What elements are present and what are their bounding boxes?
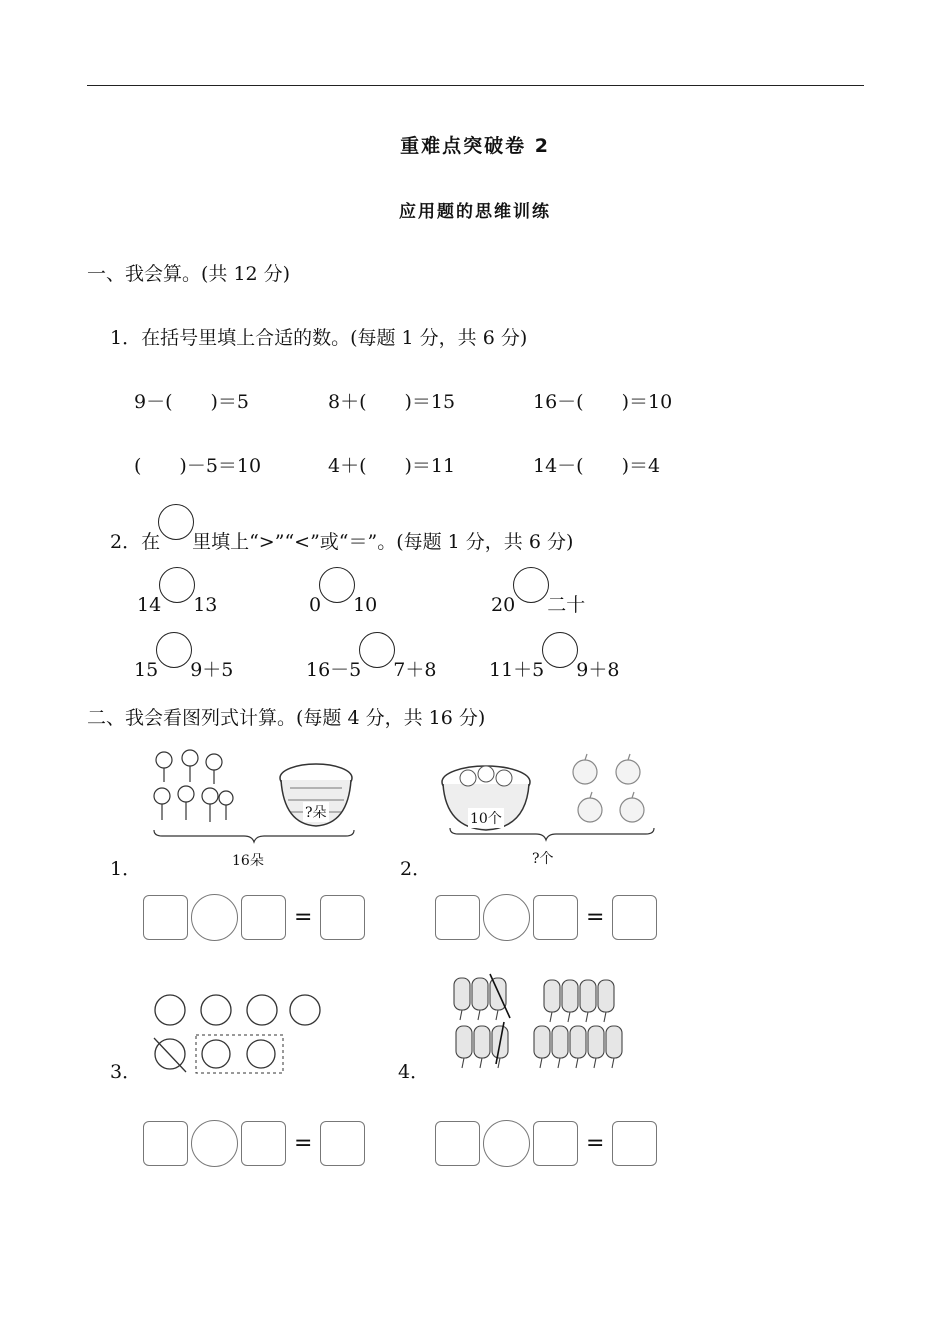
q2-prompt: 2．在 里填上“>”“<”或“＝”。(每题 1 分，共 6 分)	[110, 516, 573, 554]
equals-sign: =	[294, 905, 313, 930]
compare-circle[interactable]	[359, 632, 395, 668]
popsicle-icon	[552, 1026, 568, 1068]
equation-row	[143, 1120, 365, 1167]
answer-box[interactable]	[435, 1121, 480, 1166]
page-subtitle: 应用题的思维训练	[399, 202, 551, 222]
popsicle-icon	[534, 1026, 550, 1068]
section1-heading: 一、我会算。(共 12 分)	[87, 263, 291, 285]
flower-icon	[178, 786, 194, 820]
compare-item: 15 9＋5	[134, 644, 233, 682]
fill-item[interactable]: 4＋( )＝11	[328, 455, 456, 477]
compare-item: 14 13	[137, 579, 217, 616]
operator-circle[interactable]	[191, 1120, 238, 1167]
equals-sign: =	[294, 1131, 313, 1156]
total-brace	[152, 828, 356, 848]
top-rule	[87, 85, 864, 86]
total-label: ?个	[532, 851, 554, 867]
flower-icon	[206, 754, 222, 784]
answer-box[interactable]	[143, 1121, 188, 1166]
problem-number: 2．	[400, 858, 432, 880]
popsicle-icon	[454, 978, 470, 1020]
answer-box[interactable]	[612, 1121, 657, 1166]
circle-icon	[247, 995, 277, 1025]
circle-icon	[155, 995, 185, 1025]
compare-item: 0 10	[309, 579, 377, 616]
flowers-picture	[150, 748, 360, 838]
compare-circle[interactable]	[319, 567, 355, 603]
fill-item[interactable]: 8＋( )＝15	[328, 391, 456, 413]
compare-circle-icon	[158, 504, 194, 540]
answer-box[interactable]	[533, 895, 578, 940]
operator-circle[interactable]	[483, 894, 530, 941]
apple-icon	[620, 792, 644, 822]
popsicle-icon	[562, 980, 578, 1022]
operator-circle[interactable]	[483, 1120, 530, 1167]
compare-circle[interactable]	[513, 567, 549, 603]
popsicle-icon	[598, 980, 614, 1022]
equals-sign: =	[586, 905, 605, 930]
apple-icon	[578, 792, 602, 822]
compare-circle[interactable]	[156, 632, 192, 668]
total-brace	[448, 826, 656, 846]
answer-box[interactable]	[435, 895, 480, 940]
answer-box[interactable]	[143, 895, 188, 940]
flower-icon	[202, 788, 218, 822]
popsicles-picture	[452, 972, 632, 1082]
compare-item: 16－5 7＋8	[306, 644, 436, 682]
popsicle-icon	[474, 1026, 490, 1068]
fill-item[interactable]: ( )－5＝10	[134, 455, 262, 477]
answer-box[interactable]	[320, 895, 365, 940]
section2-heading: 二、我会看图列式计算。(每题 4 分，共 16 分)	[87, 707, 486, 729]
apple-icon	[616, 754, 640, 784]
problem-number: 1．	[110, 858, 142, 880]
answer-box[interactable]	[241, 895, 286, 940]
popsicle-icon	[456, 1026, 472, 1068]
popsicle-icon	[580, 980, 596, 1022]
answer-box[interactable]	[320, 1121, 365, 1166]
equation-row	[435, 1120, 657, 1167]
problem-number: 3．	[110, 1061, 142, 1083]
operator-circle[interactable]	[191, 894, 238, 941]
flower-icon	[154, 788, 170, 820]
circle-icon	[290, 995, 320, 1025]
total-label: 16朵	[232, 853, 264, 869]
answer-box[interactable]	[241, 1121, 286, 1166]
problem-number: 4．	[398, 1061, 430, 1083]
popsicle-icon	[570, 1026, 586, 1068]
fill-item[interactable]: 14－( )＝4	[533, 455, 661, 477]
compare-circle[interactable]	[542, 632, 578, 668]
circle-icon	[202, 1040, 230, 1068]
compare-item: 11＋5 9＋8	[489, 644, 619, 682]
basket-label: 10个	[468, 808, 504, 828]
popsicle-icon	[588, 1026, 604, 1068]
popsicle-icon	[490, 978, 506, 1020]
popsicle-icon	[472, 978, 488, 1020]
equation-row	[143, 894, 365, 941]
answer-box[interactable]	[612, 895, 657, 940]
equation-row	[435, 894, 657, 941]
circle-icon	[201, 995, 231, 1025]
apple-icon	[573, 754, 597, 784]
fill-item[interactable]: 9－( )＝5	[134, 391, 250, 413]
popsicle-icon	[606, 1026, 622, 1068]
basket-label: ?朵	[303, 802, 329, 822]
flower-icon	[219, 791, 233, 820]
compare-item: 20 二十	[491, 579, 585, 617]
circle-icon	[247, 1040, 275, 1068]
flower-icon	[182, 750, 198, 782]
circles-picture	[150, 990, 330, 1080]
q1-prompt: 1．在括号里填上合适的数。(每题 1 分，共 6 分)	[110, 327, 528, 349]
flower-icon	[156, 752, 172, 782]
compare-circle[interactable]	[159, 567, 195, 603]
equals-sign: =	[586, 1131, 605, 1156]
popsicle-icon	[544, 980, 560, 1022]
answer-box[interactable]	[533, 1121, 578, 1166]
page-title: 重难点突破卷 2	[400, 135, 550, 157]
fill-item[interactable]: 16－( )＝10	[533, 391, 673, 413]
